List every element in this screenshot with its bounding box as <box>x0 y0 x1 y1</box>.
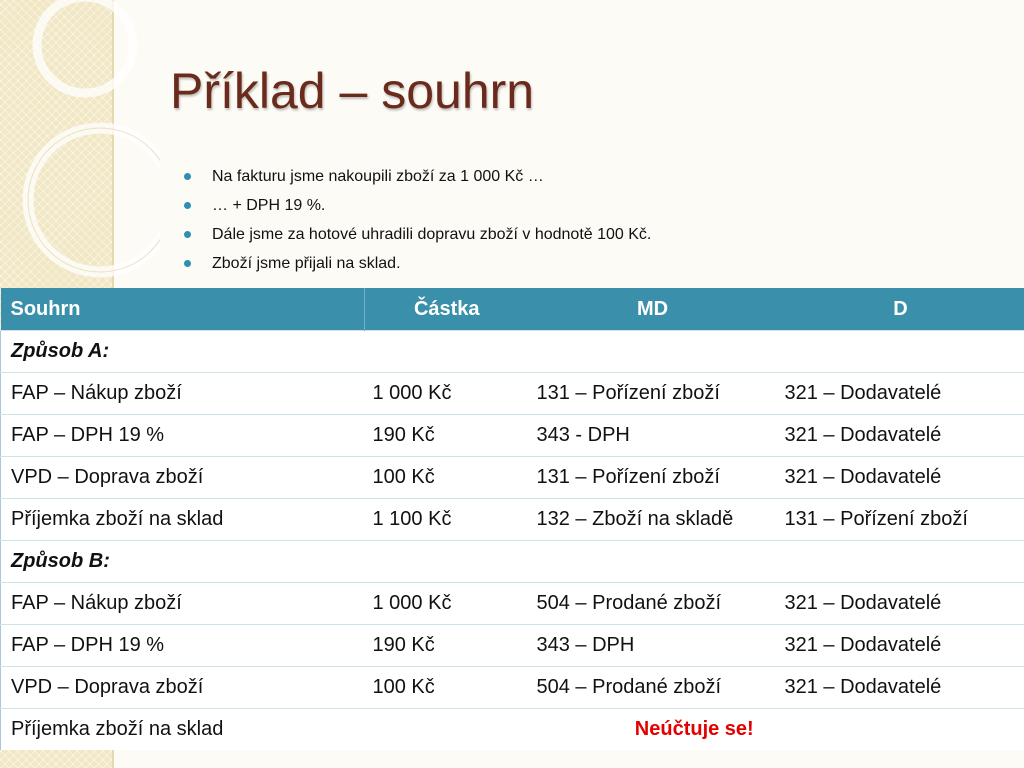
bullet-item <box>184 220 651 249</box>
table-row <box>1 457 1024 499</box>
decorative-circle-upper <box>37 0 133 93</box>
bullet-dot-icon <box>184 231 191 238</box>
cell-d: 321 – Dodavatelé <box>777 373 1024 415</box>
bullet-dot-icon <box>184 202 191 209</box>
cell-d: 321 – Dodavatelé <box>777 457 1024 499</box>
table-row <box>1 499 1024 541</box>
table-row <box>1 625 1024 667</box>
cell-md: 343 - DPH <box>529 415 777 457</box>
cell-d: 321 – Dodavatelé <box>777 625 1024 667</box>
header-d: D <box>777 288 1024 331</box>
cell-castka: 1 000 Kč <box>365 583 529 625</box>
decorative-circle-lower <box>28 128 160 272</box>
header-souhrn: Souhrn <box>1 288 365 331</box>
cell-d: 131 – Pořízení zboží <box>777 499 1024 541</box>
header-castka: Částka <box>365 288 529 331</box>
cell-md: 343 – DPH <box>529 625 777 667</box>
slide-title: Příklad – souhrn <box>170 63 535 119</box>
cell-souhrn: VPD – Doprava zboží <box>1 667 365 709</box>
header-md: MD <box>529 288 777 331</box>
bullet-item <box>184 191 651 220</box>
section-row-b <box>1 541 1024 583</box>
table-row-last <box>1 709 1024 751</box>
section-label: Způsob B: <box>1 541 1024 583</box>
bullet-text: Zboží jsme přijali na sklad. <box>212 255 401 272</box>
not-booked-note: Neúčtuje se! <box>365 709 1024 751</box>
cell-souhrn: Příjemka zboží na sklad <box>1 709 365 751</box>
cell-castka: 1 000 Kč <box>365 373 529 415</box>
cell-castka: 190 Kč <box>365 625 529 667</box>
cell-souhrn: FAP – Nákup zboží <box>1 583 365 625</box>
cell-d: 321 – Dodavatelé <box>777 583 1024 625</box>
table-header-row <box>1 288 1024 331</box>
cell-castka: 190 Kč <box>365 415 529 457</box>
cell-md: 504 – Prodané zboží <box>529 583 777 625</box>
cell-souhrn: Příjemka zboží na sklad <box>1 499 365 541</box>
bullet-text: Na fakturu jsme nakoupili zboží za 1 000 Kč … <box>212 168 544 185</box>
cell-souhrn: FAP – DPH 19 % <box>1 625 365 667</box>
bullet-list <box>184 162 651 278</box>
bullet-dot-icon <box>184 260 191 267</box>
cell-castka: 100 Kč <box>365 667 529 709</box>
cell-md: 132 – Zboží na skladě <box>529 499 777 541</box>
bullet-text: … + DPH 19 %. <box>212 197 326 214</box>
cell-souhrn: VPD – Doprava zboží <box>1 457 365 499</box>
cell-md: 504 – Prodané zboží <box>529 667 777 709</box>
section-row-a <box>1 331 1024 373</box>
cell-md: 131 – Pořízení zboží <box>529 457 777 499</box>
table-row <box>1 373 1024 415</box>
table-row <box>1 415 1024 457</box>
cell-md: 131 – Pořízení zboží <box>529 373 777 415</box>
bullet-text: Dále jsme za hotové uhradili dopravu zboží v hodnotě 100 Kč. <box>212 226 652 243</box>
decorative-circles <box>0 0 160 300</box>
cell-souhrn: FAP – DPH 19 % <box>1 415 365 457</box>
section-label: Způsob A: <box>1 331 1024 373</box>
cell-d: 321 – Dodavatelé <box>777 667 1024 709</box>
bullet-item <box>184 162 651 191</box>
cell-d: 321 – Dodavatelé <box>777 415 1024 457</box>
cell-souhrn: FAP – Nákup zboží <box>1 373 365 415</box>
cell-castka: 100 Kč <box>365 457 529 499</box>
bullet-dot-icon <box>184 173 191 180</box>
summary-table <box>0 288 1024 750</box>
bullet-item <box>184 249 651 278</box>
table-row <box>1 583 1024 625</box>
table-row <box>1 667 1024 709</box>
cell-castka: 1 100 Kč <box>365 499 529 541</box>
